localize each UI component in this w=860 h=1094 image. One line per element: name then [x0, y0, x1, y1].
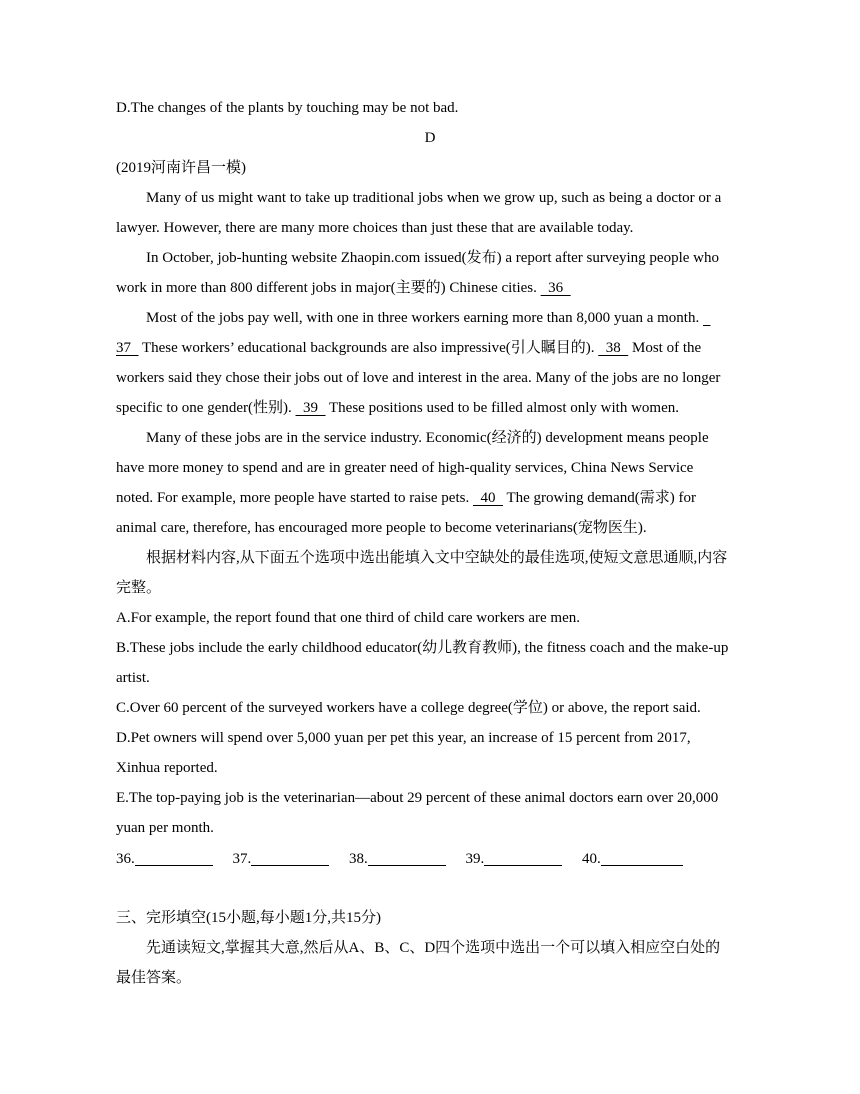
paragraph-3-text-4: specific to one gender(性别). [116, 400, 292, 416]
answer-40-label: 40. [582, 851, 601, 867]
paragraph-1-line-1: Many of us might want to take up traditional jobs when we grow up, such as being a doctor or a [146, 190, 722, 206]
option-e-line-2: yuan per month. [116, 820, 214, 836]
paragraph-1-line-2: lawyer. However, there are many more choices than just these that are available today. [116, 220, 634, 236]
answer-39[interactable] [466, 849, 563, 869]
paragraph-3-line-4 [116, 398, 679, 418]
option-c: C.Over 60 percent of the surveyed workers have a college degree(学位) or above, the report said. [116, 700, 701, 716]
answer-blanks-row [116, 849, 699, 869]
instruction-line-1: 根据材料内容,从下面五个选项中选出能填入文中空缺处的最佳选项,使短文意思通顺,内容 [146, 550, 728, 566]
previous-option-d: D.The changes of the plants by touching may be not bad. [116, 100, 459, 116]
section-3-instruction-2: 最佳答案。 [116, 970, 192, 986]
paragraph-2-line-2 [116, 278, 571, 298]
answer-38-label: 38. [349, 851, 368, 867]
option-b-line-1: B.These jobs include the early childhood educator(幼儿教育教师), the fitness coach and the make-up [116, 640, 729, 656]
paragraph-4-line-1: Many of these jobs are in the service industry. Economic(经济的) development means people [146, 430, 709, 446]
section-3-instruction-1: 先通读短文,掌握其大意,然后从A、B、C、D四个选项中选出一个可以填入相应空白处的 [146, 940, 721, 956]
answer-37[interactable] [233, 849, 330, 869]
option-a: A.For example, the report found that one third of child care workers are men. [116, 610, 581, 626]
paragraph-4-line-3 [116, 488, 696, 508]
passage-letter: D [424, 130, 436, 146]
blank-37: 37 [116, 340, 139, 356]
paragraph-3-line-2 [116, 338, 701, 358]
paragraph-3-text-3: Most of the [631, 340, 702, 356]
blank-36: 36 [540, 280, 571, 296]
paragraph-4-line-4: animal care, therefore, has encouraged more people to become veterinarians(宠物医生). [116, 520, 647, 536]
paragraph-4-line-2: have more money to spend and are in greater need of high-quality services, China News Service [116, 460, 694, 476]
answer-39-line[interactable] [484, 851, 562, 866]
answer-36[interactable] [116, 849, 213, 869]
answer-36-label: 36. [116, 851, 135, 867]
answer-37-line[interactable] [251, 851, 329, 866]
paragraph-4-text-3: noted. For example, more people have started to raise pets. [116, 490, 470, 506]
option-d-line-2: Xinhua reported. [116, 760, 218, 776]
answer-36-line[interactable] [135, 851, 213, 866]
option-b-line-2: artist. [116, 670, 150, 686]
answer-38-line[interactable] [368, 851, 446, 866]
paragraph-3-text-5: These positions used to be filled almost only with women. [329, 400, 679, 416]
answer-40[interactable] [582, 849, 683, 869]
option-e-line-1: E.The top-paying job is the veterinarian—about 29 percent of these animal doctors earn over 20,000 [116, 790, 719, 806]
blank-40: 40 [472, 490, 503, 506]
passage-source: (2019河南许昌一模) [116, 160, 246, 176]
answer-40-line[interactable] [601, 851, 683, 866]
paragraph-4-text-4: The growing demand(需求) for [506, 490, 696, 506]
paragraph-2-line-1: In October, job-hunting website Zhaopin.com issued(发布) a report after surveying people who [146, 250, 719, 266]
paragraph-3-line-3: workers said they chose their jobs out of love and interest in the area. Many of the jobs are no longer [116, 370, 721, 386]
instruction-line-2: 完整。 [116, 580, 162, 596]
paragraph-2-text: work in more than 800 different jobs in major(主要的) Chinese cities. [116, 280, 537, 296]
blank-38: 38 [598, 340, 629, 356]
blank-39: 39 [295, 400, 326, 416]
paragraph-3-line-1 [146, 308, 710, 328]
answer-39-label: 39. [465, 851, 485, 867]
blank-37-start [703, 310, 711, 326]
paragraph-3-text-2: These workers’ educational backgrounds are also impressive(引人瞩目的). [141, 340, 595, 356]
paragraph-3-text-1: Most of the jobs pay well, with one in three workers earning more than 8,000 yuan a month. [146, 310, 700, 326]
section-3-heading: 三、完形填空(15小题,每小题1分,共15分) [116, 910, 381, 926]
answer-38[interactable] [349, 849, 446, 869]
answer-37-label: 37. [232, 851, 252, 867]
option-d-line-1: D.Pet owners will spend over 5,000 yuan per pet this year, an increase of 15 percent from 2017, [116, 730, 691, 746]
